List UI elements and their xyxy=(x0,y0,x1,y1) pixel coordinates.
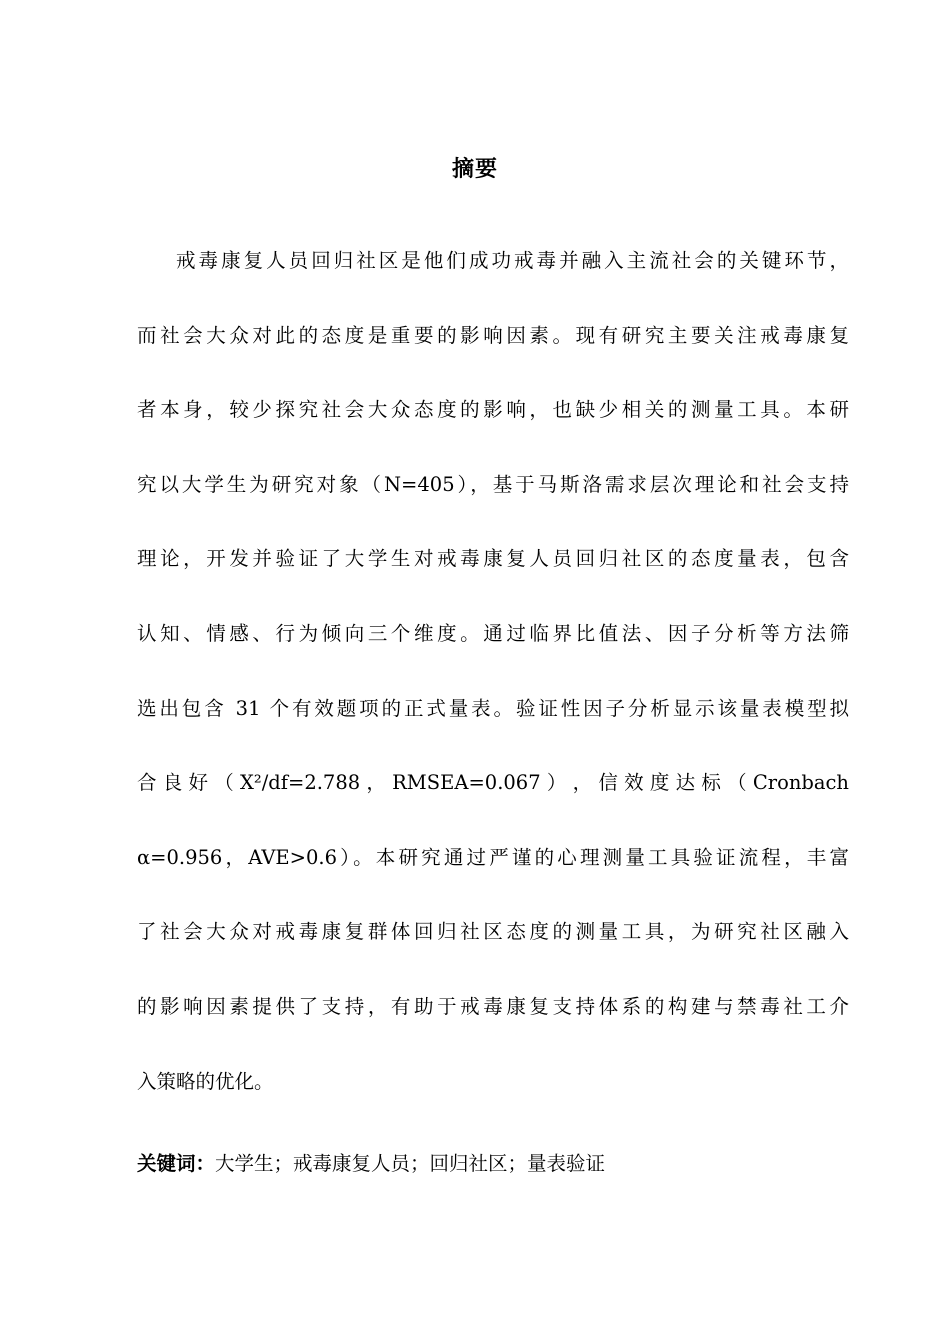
abstract-line: 合 良 好 （ X²/df=2.788 ， RMSEA=0.067 ） ， 信 效 度 达 标 （ Cronbach xyxy=(137,771,849,795)
abstract-body xyxy=(137,224,849,1119)
abstract-line: 戒毒康复人员回归社区是他们成功戒毒并融入主流社会的关键环节， xyxy=(176,249,849,272)
page-title: 摘要 xyxy=(451,157,498,182)
abstract-line: α=0.956，AVE>0.6）。本研究通过严谨的心理测量工具验证流程，丰富 xyxy=(137,845,849,869)
keywords-value: 大学生；戒毒康复人员；回归社区；量表验证 xyxy=(215,1152,606,1175)
abstract-line: 的影响因素提供了支持，有助于戒毒康复支持体系的构建与禁毒社工介 xyxy=(137,994,849,1018)
abstract-line: 理论，开发并验证了大学生对戒毒康复人员回归社区的态度量表，包含 xyxy=(137,547,849,571)
keywords-label: 关键词： xyxy=(137,1152,216,1175)
abstract-line: 究以大学生为研究对象（N=405），基于马斯洛需求层次理论和社会支持 xyxy=(137,472,849,496)
abstract-line: 了社会大众对戒毒康复群体回归社区态度的测量工具，为研究社区融入 xyxy=(137,920,849,944)
abstract-line: 入策略的优化。 xyxy=(137,1069,274,1093)
abstract-line: 选出包含 31 个有效题项的正式量表。验证性因子分析显示该量表模型拟 xyxy=(137,696,849,720)
abstract-line: 认知、情感、行为倾向三个维度。通过临界比值法、因子分析等方法筛 xyxy=(137,621,849,645)
abstract-line: 者本身，较少探究社会大众态度的影响，也缺少相关的测量工具。本研 xyxy=(137,398,849,422)
abstract-line: 而社会大众对此的态度是重要的影响因素。现有研究主要关注戒毒康复 xyxy=(137,323,849,347)
keywords xyxy=(137,1146,849,1182)
